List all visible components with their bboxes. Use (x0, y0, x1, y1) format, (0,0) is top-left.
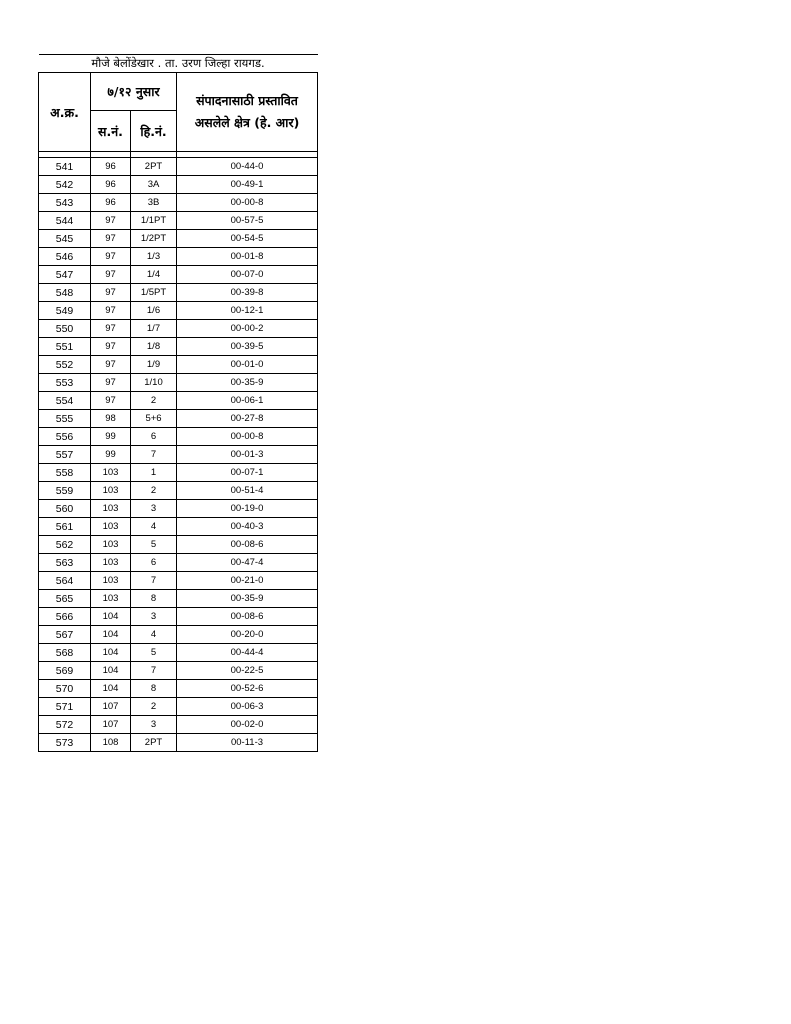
area-cell: 00-07-1 (177, 464, 318, 482)
serial-cell: 555 (39, 410, 91, 428)
hissa-no-cell: 7 (131, 446, 177, 464)
table-row (39, 626, 318, 644)
serial-cell: 558 (39, 464, 91, 482)
survey-no-cell: 97 (91, 248, 131, 266)
serial-cell: 554 (39, 392, 91, 410)
area-cell: 00-00-2 (177, 320, 318, 338)
table-row (39, 266, 318, 284)
table-row (39, 194, 318, 212)
serial-cell: 571 (39, 698, 91, 716)
hissa-no-cell: 1/7 (131, 320, 177, 338)
table-row (39, 320, 318, 338)
hissa-no-cell: 1/3 (131, 248, 177, 266)
serial-cell: 541 (39, 158, 91, 176)
hissa-no-cell: 7 (131, 662, 177, 680)
area-cell: 00-00-8 (177, 428, 318, 446)
serial-cell: 570 (39, 680, 91, 698)
area-cell: 00-06-1 (177, 392, 318, 410)
hissa-no-cell: 2 (131, 392, 177, 410)
survey-no-cell: 108 (91, 734, 131, 752)
hissa-no-cell: 3B (131, 194, 177, 212)
survey-no-cell: 107 (91, 716, 131, 734)
hissa-no-cell: 1/8 (131, 338, 177, 356)
table-row (39, 662, 318, 680)
land-table (38, 54, 318, 752)
area-cell: 00-27-8 (177, 410, 318, 428)
area-cell: 00-22-5 (177, 662, 318, 680)
serial-cell: 568 (39, 644, 91, 662)
survey-no-cell: 104 (91, 608, 131, 626)
serial-cell: 569 (39, 662, 91, 680)
table-row (39, 392, 318, 410)
serial-header: अ.क्र. (39, 73, 91, 152)
area-cell: 00-39-5 (177, 338, 318, 356)
table-row (39, 338, 318, 356)
survey-no-cell: 97 (91, 338, 131, 356)
hissa-no-cell: 2 (131, 698, 177, 716)
table-row (39, 482, 318, 500)
table-row (39, 680, 318, 698)
proposed-area-header: संपादनासाठी प्रस्तावित असलेले क्षेत्र (हे. आर) (177, 73, 318, 152)
serial-cell: 553 (39, 374, 91, 392)
survey-no-header: स.नं. (91, 111, 131, 152)
hissa-no-cell: 1/2PT (131, 230, 177, 248)
hissa-no-cell: 1/1PT (131, 212, 177, 230)
serial-cell: 560 (39, 500, 91, 518)
serial-cell: 559 (39, 482, 91, 500)
area-cell: 00-44-4 (177, 644, 318, 662)
survey-no-cell: 103 (91, 464, 131, 482)
hissa-no-cell: 5+6 (131, 410, 177, 428)
survey-no-cell: 103 (91, 482, 131, 500)
table-row (39, 536, 318, 554)
table-row (39, 284, 318, 302)
hissa-no-cell: 1/4 (131, 266, 177, 284)
table-row (39, 176, 318, 194)
table-row (39, 644, 318, 662)
hissa-no-cell: 4 (131, 626, 177, 644)
hissa-no-cell: 1/6 (131, 302, 177, 320)
survey-no-cell: 97 (91, 284, 131, 302)
area-cell: 00-06-3 (177, 698, 318, 716)
survey-no-cell: 103 (91, 590, 131, 608)
survey-no-cell: 97 (91, 230, 131, 248)
survey-no-cell: 96 (91, 158, 131, 176)
serial-cell: 572 (39, 716, 91, 734)
serial-cell: 556 (39, 428, 91, 446)
serial-cell: 573 (39, 734, 91, 752)
table-row (39, 572, 318, 590)
area-cell: 00-11-3 (177, 734, 318, 752)
survey-no-cell: 103 (91, 572, 131, 590)
table-row (39, 356, 318, 374)
serial-cell: 552 (39, 356, 91, 374)
survey-no-cell: 104 (91, 662, 131, 680)
serial-cell: 563 (39, 554, 91, 572)
hissa-no-cell: 6 (131, 428, 177, 446)
area-cell: 00-21-0 (177, 572, 318, 590)
record-712-header: ७/१२ नुसार (91, 73, 177, 111)
survey-no-cell: 99 (91, 446, 131, 464)
hissa-no-cell: 3 (131, 716, 177, 734)
village-title: मौजे बेलोंडेखार . ता. उरण जिल्हा रायगड. (39, 55, 318, 73)
area-cell: 00-54-5 (177, 230, 318, 248)
hissa-no-cell: 1/5PT (131, 284, 177, 302)
survey-no-cell: 97 (91, 302, 131, 320)
serial-cell: 542 (39, 176, 91, 194)
table-row (39, 248, 318, 266)
table-row (39, 554, 318, 572)
area-cell: 00-19-0 (177, 500, 318, 518)
table-row (39, 590, 318, 608)
serial-cell: 550 (39, 320, 91, 338)
hissa-no-cell: 4 (131, 518, 177, 536)
area-cell: 00-35-9 (177, 374, 318, 392)
survey-no-cell: 97 (91, 266, 131, 284)
land-acquisition-sheet (38, 54, 317, 752)
survey-no-cell: 98 (91, 410, 131, 428)
serial-cell: 567 (39, 626, 91, 644)
hissa-no-cell: 6 (131, 554, 177, 572)
area-cell: 00-02-0 (177, 716, 318, 734)
serial-cell: 562 (39, 536, 91, 554)
table-row (39, 518, 318, 536)
area-cell: 00-08-6 (177, 536, 318, 554)
survey-no-cell: 96 (91, 176, 131, 194)
serial-cell: 544 (39, 212, 91, 230)
table-row (39, 374, 318, 392)
hissa-no-cell: 5 (131, 536, 177, 554)
hissa-no-cell: 5 (131, 644, 177, 662)
table-body (39, 158, 318, 752)
table-row (39, 410, 318, 428)
serial-cell: 545 (39, 230, 91, 248)
area-cell: 00-49-1 (177, 176, 318, 194)
area-cell: 00-01-0 (177, 356, 318, 374)
area-cell: 00-01-8 (177, 248, 318, 266)
table-row (39, 716, 318, 734)
survey-no-cell: 97 (91, 356, 131, 374)
area-cell: 00-00-8 (177, 194, 318, 212)
survey-no-cell: 103 (91, 554, 131, 572)
survey-no-cell: 104 (91, 644, 131, 662)
serial-cell: 561 (39, 518, 91, 536)
hissa-no-header: हि.नं. (131, 111, 177, 152)
area-cell: 00-40-3 (177, 518, 318, 536)
serial-cell: 551 (39, 338, 91, 356)
area-cell: 00-57-5 (177, 212, 318, 230)
area-cell: 00-35-9 (177, 590, 318, 608)
hissa-no-cell: 3 (131, 608, 177, 626)
survey-no-cell: 103 (91, 500, 131, 518)
hissa-no-cell: 2PT (131, 734, 177, 752)
area-cell: 00-51-4 (177, 482, 318, 500)
serial-cell: 547 (39, 266, 91, 284)
survey-no-cell: 103 (91, 518, 131, 536)
survey-no-cell: 97 (91, 392, 131, 410)
hissa-no-cell: 3A (131, 176, 177, 194)
serial-cell: 564 (39, 572, 91, 590)
hissa-no-cell: 2 (131, 482, 177, 500)
table-row (39, 158, 318, 176)
serial-cell: 549 (39, 302, 91, 320)
survey-no-cell: 104 (91, 626, 131, 644)
survey-no-cell: 103 (91, 536, 131, 554)
area-cell: 00-39-8 (177, 284, 318, 302)
table-row (39, 500, 318, 518)
survey-no-cell: 97 (91, 212, 131, 230)
table-row (39, 734, 318, 752)
serial-cell: 557 (39, 446, 91, 464)
table-row (39, 446, 318, 464)
survey-no-cell: 99 (91, 428, 131, 446)
area-cell: 00-20-0 (177, 626, 318, 644)
survey-no-cell: 97 (91, 320, 131, 338)
table-row (39, 230, 318, 248)
area-cell: 00-12-1 (177, 302, 318, 320)
survey-no-cell: 97 (91, 374, 131, 392)
serial-cell: 548 (39, 284, 91, 302)
table-row (39, 464, 318, 482)
serial-cell: 546 (39, 248, 91, 266)
hissa-no-cell: 1/9 (131, 356, 177, 374)
area-cell: 00-47-4 (177, 554, 318, 572)
area-cell: 00-08-6 (177, 608, 318, 626)
table-row (39, 302, 318, 320)
survey-no-cell: 107 (91, 698, 131, 716)
hissa-no-cell: 3 (131, 500, 177, 518)
area-cell: 00-52-6 (177, 680, 318, 698)
table-row (39, 212, 318, 230)
survey-no-cell: 104 (91, 680, 131, 698)
table-row (39, 698, 318, 716)
hissa-no-cell: 1/10 (131, 374, 177, 392)
survey-no-cell: 96 (91, 194, 131, 212)
area-cell: 00-44-0 (177, 158, 318, 176)
hissa-no-cell: 8 (131, 680, 177, 698)
hissa-no-cell: 1 (131, 464, 177, 482)
hissa-no-cell: 2PT (131, 158, 177, 176)
serial-cell: 543 (39, 194, 91, 212)
serial-cell: 565 (39, 590, 91, 608)
area-cell: 00-01-3 (177, 446, 318, 464)
table-row (39, 608, 318, 626)
area-cell: 00-07-0 (177, 266, 318, 284)
serial-cell: 566 (39, 608, 91, 626)
hissa-no-cell: 7 (131, 572, 177, 590)
hissa-no-cell: 8 (131, 590, 177, 608)
table-row (39, 428, 318, 446)
